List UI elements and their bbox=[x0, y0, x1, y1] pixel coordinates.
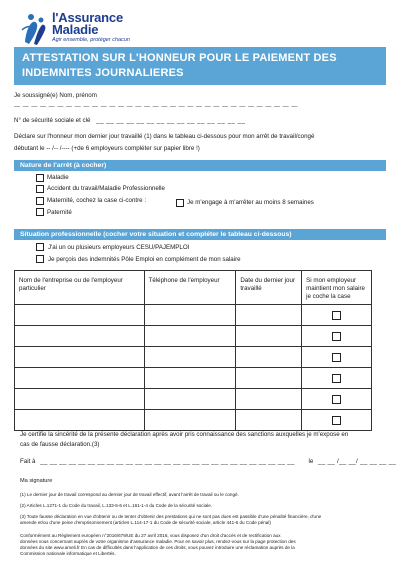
table-row bbox=[15, 326, 372, 347]
document-title-line2: INDEMNITES JOURNALIERES bbox=[22, 67, 184, 79]
salary-maintained-checkbox[interactable] bbox=[332, 353, 341, 362]
salary-maintained-cell bbox=[302, 326, 372, 347]
option-maternite-label: Maternité, cochez la case ci-contre : bbox=[47, 197, 147, 204]
table-row bbox=[15, 347, 372, 368]
rgpd-line1: Conformément au Règlement européen n°2016/679/UE du 27 avril 2016, vous disposez d'un droit d'accès et de rectification aux bbox=[20, 533, 281, 538]
date-label: le bbox=[308, 458, 314, 465]
option-cesu-label: J'ai un ou plusieurs employeurs CESU/PAJEMPLOI bbox=[48, 244, 190, 251]
salary-maintained-checkbox[interactable] bbox=[332, 332, 341, 341]
employer-name-cell[interactable] bbox=[15, 368, 145, 389]
column-header-employer-name: Nom de l'entreprise ou de l'employeur particulier bbox=[15, 271, 145, 305]
employer-name-cell[interactable] bbox=[15, 389, 145, 410]
section-nature-header: Nature de l'arrêt (à cocher) bbox=[14, 160, 386, 171]
rgpd-line2: données vous concernant auprès de votre organisme d'assurance maladie. Pour en savoir plus, rendez-vous sur la page protection des bbox=[20, 539, 296, 544]
certification-line2: cas de fausse déclaration.(3) bbox=[20, 441, 100, 448]
option-accident-label: Accident du travail/Maladie Professionnelle bbox=[47, 185, 165, 192]
employer-name-cell[interactable] bbox=[15, 326, 145, 347]
salary-maintained-cell bbox=[302, 347, 372, 368]
last-day-cell[interactable] bbox=[236, 410, 302, 431]
footnote-2: (2) Articles L.1271-1 du Code du travail, L.133-5-6 et L.161-1-4 du Code de la sécurité sociale. bbox=[20, 503, 213, 508]
date-field[interactable]: __ __ /__ __/ __ __ __ __ bbox=[318, 458, 397, 465]
phone-cell[interactable] bbox=[144, 326, 236, 347]
salary-maintained-checkbox[interactable] bbox=[332, 311, 341, 320]
document-title-banner bbox=[14, 47, 386, 85]
last-day-cell[interactable] bbox=[236, 305, 302, 326]
section-situation-header: Situation professionnelle (cocher votre situation et compléter le tableau ci-dessous) bbox=[14, 229, 386, 240]
footnote-1: (1) Le dernier jour de travail correspond au dernier jour de travail effectif, avant l'arrêt de travail ou le congé. bbox=[20, 492, 239, 497]
checkbox-paternite[interactable] bbox=[36, 208, 44, 216]
table-row bbox=[15, 368, 372, 389]
employers-table bbox=[14, 270, 372, 431]
table-row bbox=[15, 305, 372, 326]
phone-cell[interactable] bbox=[144, 389, 236, 410]
ssn-row bbox=[14, 117, 245, 125]
name-field[interactable]: — — — — — — — — — — — — — — — — — — — — — — — — — — — — — — — — — bbox=[14, 104, 298, 110]
phone-cell[interactable] bbox=[144, 305, 236, 326]
checkbox-maternite-8-semaines[interactable] bbox=[176, 199, 184, 207]
employer-name-cell[interactable] bbox=[15, 305, 145, 326]
phone-cell[interactable] bbox=[144, 368, 236, 389]
place-label: Fait à bbox=[20, 458, 36, 465]
column-header-salary-maintained: Si mon employeur maintient mon salaire je coche la case bbox=[302, 271, 372, 305]
salary-maintained-cell bbox=[302, 368, 372, 389]
logo-title-line1: l'Assurance bbox=[52, 10, 123, 25]
employer-name-cell[interactable] bbox=[15, 347, 145, 368]
salary-maintained-cell bbox=[302, 305, 372, 326]
column-header-last-day: Date du dernier jour travaillé bbox=[236, 271, 302, 305]
place-field[interactable]: __ __ __ __ __ __ __ __ __ __ __ __ __ __ __ __ __ __ __ __ __ __ __ __ __ __ __ bbox=[40, 458, 295, 465]
declaration-line2: débutant le -- /-- /---- (+de 6 employeurs compléter sur papier libre !) bbox=[14, 145, 200, 152]
salary-maintained-cell bbox=[302, 389, 372, 410]
salary-maintained-checkbox[interactable] bbox=[332, 374, 341, 383]
rgpd-line4: Commission nationale informatique et Libertés. bbox=[20, 551, 116, 556]
footnote-3-line1: (3) Toute fausse déclaration en vue d'obtenir ou de tenter d'obtenir des prestations qui ne sont pas dues est passible d'une pénalité financière, d'une bbox=[20, 514, 322, 519]
salary-maintained-cell bbox=[302, 410, 372, 431]
option-pole-emploi-label: Je perçois des indemnités Pôle Emploi en complément de mon salaire bbox=[48, 256, 241, 263]
last-day-cell[interactable] bbox=[236, 347, 302, 368]
salary-maintained-checkbox[interactable] bbox=[332, 416, 341, 425]
option-maladie-label: Maladie bbox=[47, 174, 69, 181]
name-label: Je soussigné(e) Nom, prénom bbox=[14, 92, 97, 99]
checkbox-pole-emploi[interactable] bbox=[36, 255, 44, 263]
place-date-row bbox=[20, 458, 396, 466]
option-maternite-8-semaines-label: Je m'engage à m'arrêter au moins 8 semaines bbox=[187, 199, 314, 206]
option-paternite-label: Paternité bbox=[47, 209, 72, 216]
assurance-maladie-logo bbox=[20, 10, 220, 50]
document-title-line1: ATTESTATION SUR L'HONNEUR POUR LE PAIEMENT DES bbox=[22, 52, 337, 64]
declaration-line1: Déclare sur l'honneur mon dernier jour travaillé (1) dans le tableau ci-dessous pour mon arrêt de travail/congé bbox=[14, 133, 315, 140]
checkbox-accident-travail[interactable] bbox=[36, 185, 44, 193]
ssn-label: N° de sécurité sociale et clé bbox=[14, 117, 91, 124]
signature-label: Ma signature bbox=[20, 478, 53, 484]
phone-cell[interactable] bbox=[144, 410, 236, 431]
ssn-field[interactable]: __ __ __ __ __ __ __ __ __ __ __ __ __ __ __ bbox=[96, 117, 246, 124]
checkbox-maternite[interactable] bbox=[36, 197, 44, 205]
last-day-cell[interactable] bbox=[236, 326, 302, 347]
last-day-cell[interactable] bbox=[236, 389, 302, 410]
phone-cell[interactable] bbox=[144, 347, 236, 368]
checkbox-cesu-pajemploi[interactable] bbox=[36, 243, 44, 251]
family-figures-icon bbox=[20, 12, 50, 46]
column-header-phone: Téléphone de l'employeur bbox=[144, 271, 236, 305]
checkbox-maladie[interactable] bbox=[36, 174, 44, 182]
table-row bbox=[15, 410, 372, 431]
footnote-3-line2: amende et/ou d'une peine d'emprisonnement (articles L.114-17-1 du Code de sécurité sociale, article 441-6 du Code pénal) bbox=[20, 520, 271, 525]
salary-maintained-checkbox[interactable] bbox=[332, 395, 341, 404]
rgpd-line3: données du site www.ameli.fr En cas de difficultés dans l'application de ces droits, vous pouvez introduire une réclamation auprès de la bbox=[20, 545, 295, 550]
employer-name-cell[interactable] bbox=[15, 410, 145, 431]
last-day-cell[interactable] bbox=[236, 368, 302, 389]
certification-line1: Je certifie la sincérité de la présente déclaration après avoir pris connaissance des sanctions auxquelles je m'expose en bbox=[20, 431, 349, 438]
logo-title-line2: Maladie bbox=[52, 22, 99, 37]
logo-tagline: Agir ensemble, protéger chacun bbox=[52, 37, 130, 43]
table-header-row bbox=[15, 271, 372, 305]
table-row bbox=[15, 389, 372, 410]
